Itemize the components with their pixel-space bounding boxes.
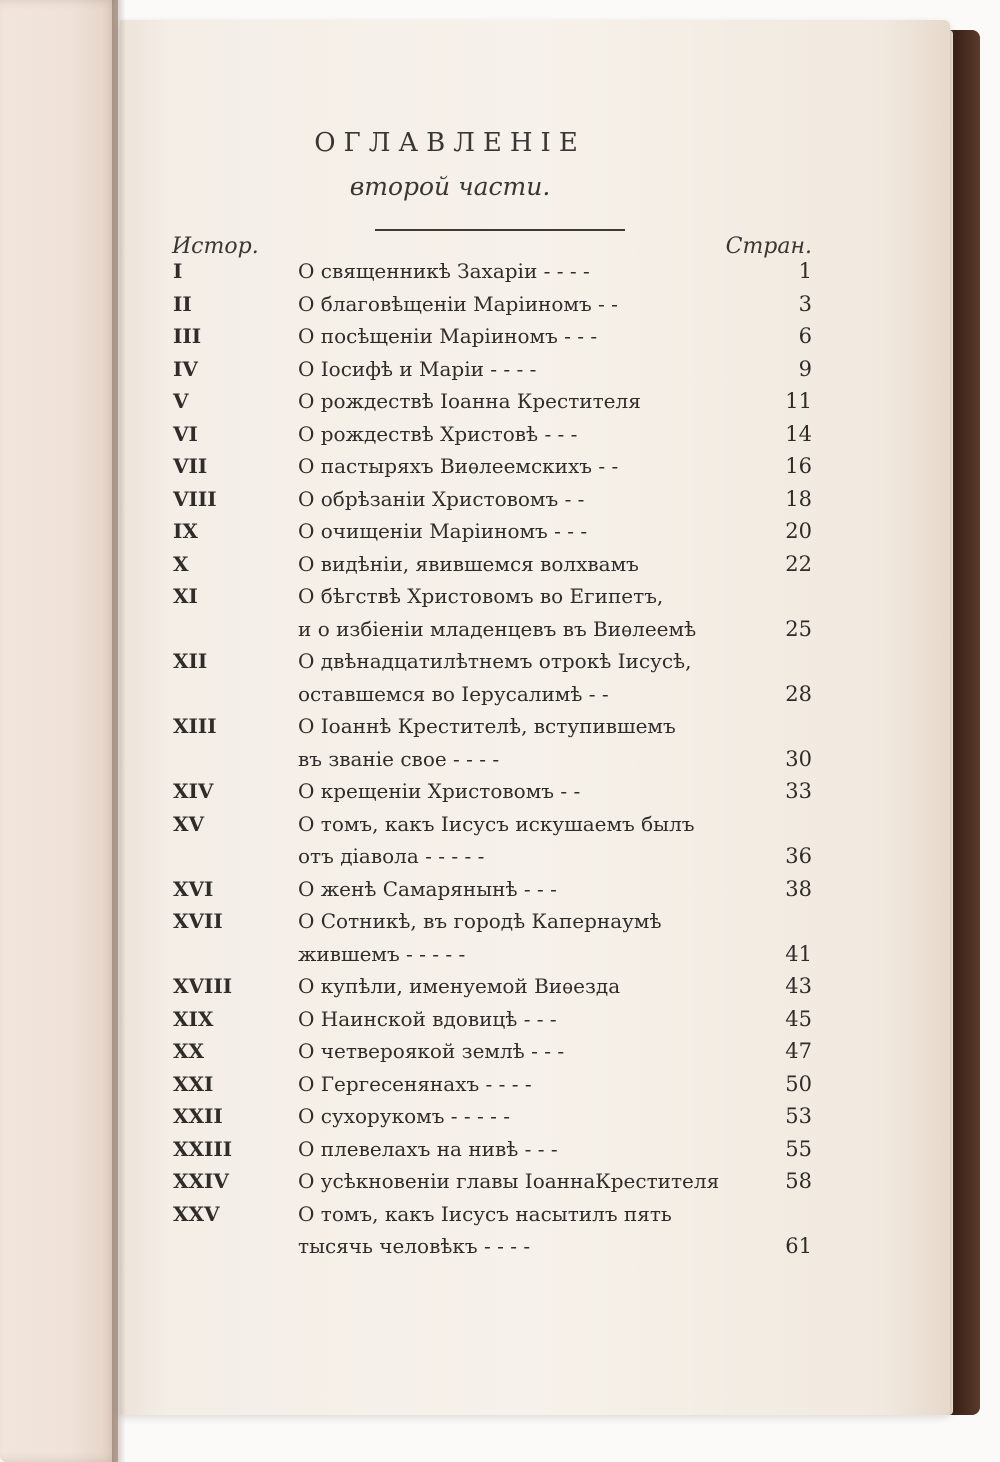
toc-entry-title: О благовѣщеніи Маріиномъ - -: [298, 292, 618, 316]
toc-entry-title: О очищеніи Маріиномъ - - -: [298, 519, 588, 543]
toc-page-number: 14: [785, 422, 812, 446]
toc-entry-title: О рождествѣ Христовѣ - - -: [298, 422, 578, 446]
toc-page-number: 18: [785, 487, 812, 511]
toc-entry-title: и о избіеніи младенцевъ въ Виѳлеемѣ: [298, 617, 697, 641]
toc-roman-numeral: XIII: [173, 714, 217, 738]
toc-page-number: 16: [785, 454, 812, 478]
toc-page-number: 43: [785, 974, 812, 998]
toc-page-number: [770, 711, 812, 741]
toc-roman-numeral: XV: [173, 812, 205, 836]
toc-entry-title: О сухорукомъ - - - - -: [298, 1104, 511, 1128]
toc-roman-numeral: XVII: [173, 909, 223, 933]
toc-roman-numeral: VII: [173, 454, 208, 478]
toc-roman-numeral: XX: [173, 1039, 205, 1063]
toc-page-number: 61: [785, 1234, 812, 1258]
toc-entry-title: О посѣщеніи Маріиномъ - - -: [298, 324, 598, 348]
toc-page-number: 53: [785, 1104, 812, 1128]
toc-page-number: 50: [785, 1072, 812, 1096]
toc-entry-title: О Сотникѣ, въ городѣ Капернаумѣ: [298, 909, 662, 933]
toc-page-number: [770, 646, 812, 676]
toc-entry-title: оставшемся во Іерусалимѣ - -: [298, 682, 609, 706]
toc-entry-title: О обрѣзаніи Христовомъ - -: [298, 487, 585, 511]
toc-roman-numeral: XIX: [173, 1007, 214, 1031]
toc-roman-numeral: [173, 1231, 273, 1261]
page-subtitle: второй части.: [349, 172, 551, 201]
toc-page-number: 47: [785, 1039, 812, 1063]
toc-entry-title: О плевелахъ на нивѣ - - -: [298, 1137, 558, 1161]
toc-roman-numeral: [173, 841, 273, 871]
toc-page-number: 11: [785, 389, 812, 413]
toc-roman-numeral: [173, 744, 273, 774]
toc-page-number: [770, 1199, 812, 1229]
toc-roman-numeral: XI: [173, 584, 198, 608]
toc-roman-numeral: XXIII: [173, 1137, 233, 1161]
toc-entry-title: О четвероякой землѣ - - -: [298, 1039, 565, 1063]
toc-roman-numeral: X: [173, 552, 189, 576]
toc-page-number: 22: [785, 552, 812, 576]
toc-page-number: 41: [785, 942, 812, 966]
toc-entry-title: О Іоаннѣ Крестителѣ, вступившемъ: [298, 714, 676, 738]
toc-page-number: 55: [785, 1137, 812, 1161]
toc-entry-title: О Іосифѣ и Маріи - - - -: [298, 357, 537, 381]
toc-entry-title: О усѣкновеніи главы ІоаннаКрестителя: [298, 1169, 720, 1193]
toc-entry-title: О священникѣ Захаріи - - - -: [298, 259, 590, 283]
column-header-page: Стран.: [725, 234, 812, 259]
toc-entry-title: О пастыряхъ Виѳлеемскихъ - -: [298, 454, 619, 478]
toc-entry-title: О женѣ Самарянынѣ - - -: [298, 877, 557, 901]
toc-entry-title: О рождествѣ Іоанна Крестителя: [298, 389, 641, 413]
toc-roman-numeral: VI: [173, 422, 198, 446]
toc-roman-numeral: [173, 939, 273, 969]
column-header-history: Истор.: [172, 234, 259, 259]
toc-roman-numeral: XXIV: [173, 1169, 229, 1193]
toc-page-number: [770, 809, 812, 839]
toc-roman-numeral: XVI: [173, 877, 214, 901]
toc-roman-numeral: XVIII: [173, 974, 233, 998]
toc-page-number: 33: [785, 779, 812, 803]
toc-roman-numeral: IX: [173, 519, 198, 543]
toc-page-number: 25: [785, 617, 812, 641]
toc-roman-numeral: XXI: [173, 1072, 214, 1096]
toc-entry-title: О видѣніи, явившемся волхвамъ: [298, 552, 639, 576]
toc-entry-title: О крещеніи Христовомъ - -: [298, 779, 581, 803]
toc-page-number: 28: [785, 682, 812, 706]
toc-page-number: [770, 906, 812, 936]
toc-roman-numeral: III: [173, 324, 202, 348]
toc-page-number: 9: [798, 357, 812, 381]
toc-page-number: 6: [798, 324, 812, 348]
toc-entry-title: отъ діавола - - - - -: [298, 844, 485, 868]
toc-roman-numeral: II: [173, 292, 192, 316]
toc-roman-numeral: IV: [173, 357, 198, 381]
toc-page-number: 58: [785, 1169, 812, 1193]
toc-entry-title: О томъ, какъ Іисусъ искушаемъ былъ: [298, 812, 695, 836]
toc-entry-title: О Наинской вдовицѣ - - -: [298, 1007, 557, 1031]
toc-roman-numeral: XXII: [173, 1104, 223, 1128]
toc-entry-title: О купѣли, именуемой Виѳезда: [298, 974, 621, 998]
toc-page-number: 20: [785, 519, 812, 543]
toc-page-number: [770, 581, 812, 611]
toc-entry-title: жившемъ - - - - -: [298, 942, 466, 966]
toc-page-number: 45: [785, 1007, 812, 1031]
toc-page-number: 36: [785, 844, 812, 868]
toc-roman-numeral: I: [173, 259, 183, 283]
toc-roman-numeral: V: [173, 389, 189, 413]
toc-page-number: 38: [785, 877, 812, 901]
toc-page-number: 30: [785, 747, 812, 771]
toc-entry-title: въ званіе свое - - - -: [298, 747, 500, 771]
toc-entry-title: О Гергесенянахъ - - - -: [298, 1072, 532, 1096]
toc-roman-numeral: XIV: [173, 779, 214, 803]
toc-page-number: 3: [798, 292, 812, 316]
toc-entry-title: тысячь человѣкъ - - - -: [298, 1234, 531, 1258]
toc-entry-title: О бѣгствѣ Христовомъ во Египетъ,: [298, 584, 664, 608]
toc-roman-numeral: VIII: [173, 487, 217, 511]
toc-roman-numeral: [173, 679, 273, 709]
toc-roman-numeral: XXV: [173, 1202, 220, 1226]
toc-roman-numeral: [173, 614, 273, 644]
toc-roman-numeral: XII: [173, 649, 208, 673]
toc-entry-title: О томъ, какъ Іисусъ насытилъ пять: [298, 1202, 672, 1226]
page-title: ОГЛАВЛЕНІЕ: [314, 128, 586, 158]
toc-page-number: 1: [798, 259, 812, 283]
toc-entry-title: О двѣнадцатилѣтнемъ отрокѣ Іисусѣ,: [298, 649, 692, 673]
